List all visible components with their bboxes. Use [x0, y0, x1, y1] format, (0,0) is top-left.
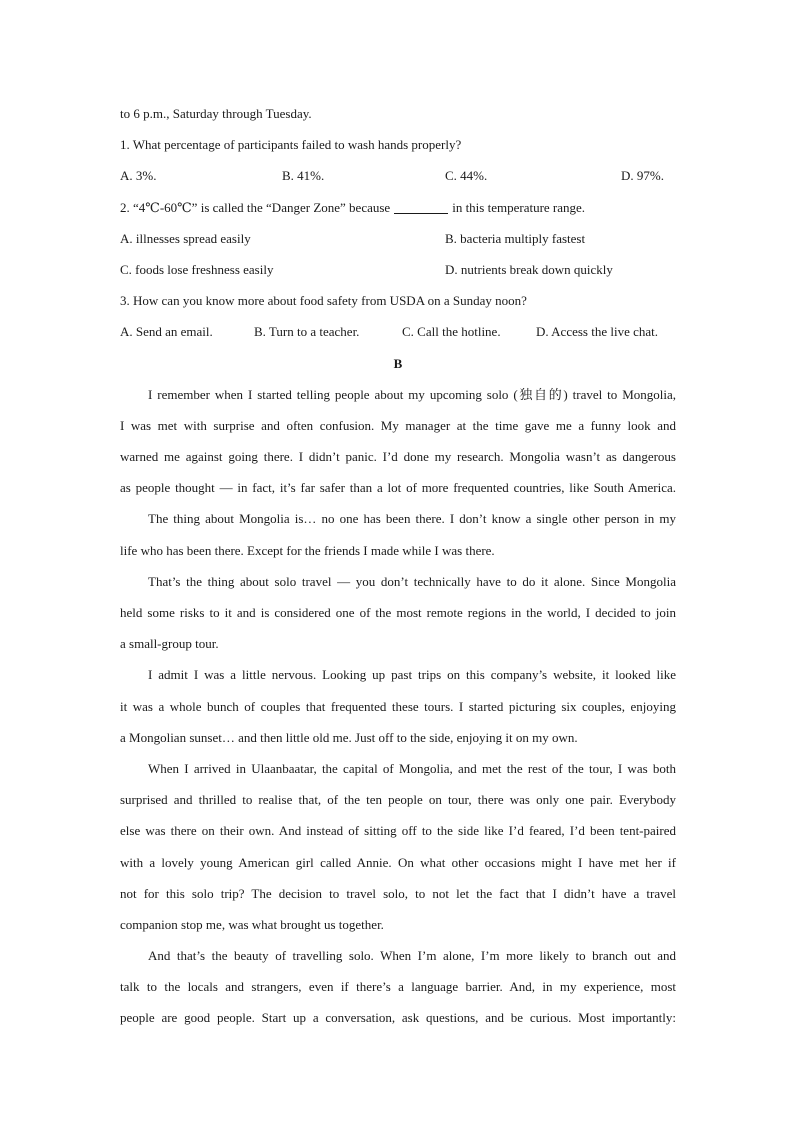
- question-2-stem: [120, 192, 676, 223]
- paragraph-line: When I arrived in Ulaanbaatar, the capital of Mongolia, and met the rest of the tour, I was both: [148, 760, 676, 776]
- paragraph-5: [120, 753, 676, 940]
- question-1-option-a: A. 3%.: [120, 168, 157, 184]
- question-3-option-c: C. Call the hotline.: [402, 324, 501, 340]
- paragraph-line: warned me against going there. I didn’t panic. I’d done my research. Mongolia wasn’t as dangerous: [120, 449, 676, 465]
- question-2-option-d: D. nutrients break down quickly: [445, 261, 613, 277]
- paragraph-line: a small-group tour.: [120, 636, 219, 652]
- section-heading: B: [393, 355, 403, 371]
- question-1-option-b: B. 41%.: [282, 168, 325, 184]
- question-2-option-a: A. illnesses spread easily: [120, 230, 251, 246]
- question-2-options-row-2: [120, 254, 676, 285]
- paragraph-line: I was met with surprise and often confusion. My manager at the time gave me a funny look and: [120, 417, 676, 433]
- paragraph-line: That’s the thing about solo travel — you don’t technically have to do it alone. Since Mongolia: [148, 573, 676, 589]
- paragraph-line: I admit I was a little nervous. Looking up past trips on this company’s website, it looked like: [148, 667, 676, 683]
- paragraph-line: And that’s the beauty of travelling solo. When I’m alone, I’m more likely to branch out and: [148, 948, 676, 964]
- question-1-stem: 1. What percentage of participants failed to wash hands properly?: [120, 137, 462, 153]
- paragraph-line: companion stop me, was what brought us together.: [120, 916, 384, 932]
- paragraph-2: [120, 503, 676, 565]
- paragraph-line: people are good people. Start up a conversation, ask questions, and be curious. Most importantly:: [120, 1010, 676, 1026]
- paragraph-6: [120, 940, 676, 1034]
- paragraph-line: with a lovely young American girl called Annie. On what other occasions might I have met her if: [120, 854, 676, 870]
- paragraph-line: held some risks to it and is considered one of the most remote regions in the world, I decided to join: [120, 605, 676, 620]
- paragraph-1: [120, 379, 676, 504]
- answer-blank: [394, 199, 448, 214]
- paragraph-line: life who has been there. Except for the friends I made while I was there.: [120, 542, 495, 558]
- question-3-option-b: B. Turn to a teacher.: [254, 324, 360, 340]
- paragraph-line: talk to the locals and strangers, even if there’s a language barrier. And, in my experience, most: [120, 979, 676, 995]
- paragraph-line: not for this solo trip? The decision to travel solo, to not let the fact that I didn’t have a travel: [120, 885, 676, 901]
- paragraph-line: a Mongolian sunset… and then little old me. Just off to the side, enjoying it on my own.: [120, 729, 578, 745]
- document-page: [120, 98, 676, 1034]
- paragraph-line: The thing about Mongolia is… no one has been there. I don’t know a single other person in my: [148, 511, 676, 527]
- question-3-option-d: D. Access the live chat.: [536, 324, 659, 340]
- intro-tail-text: to 6 p.m., Saturday through Tuesday.: [120, 106, 312, 121]
- question-2-stem-before: 2. “4℃-60℃” is called the “Danger Zone” because: [120, 199, 391, 215]
- paragraph-line: I remember when I started telling people about my upcoming solo (独自的) travel to Mongolia,: [148, 386, 676, 402]
- paragraph-line: it was a whole bunch of couples that frequented these tours. I started picturing six couples, enjoying: [120, 698, 676, 714]
- question-3-stem: 3. How can you know more about food safety from USDA on a Sunday noon?: [120, 293, 527, 309]
- question-3-option-a: A. Send an email.: [120, 324, 213, 340]
- question-2-options-row-1: [120, 223, 676, 254]
- question-1-option-d: D. 97%.: [621, 168, 664, 184]
- paragraph-line: surprised and thrilled to realise that, of the ten people on tour, there was only one pair. Everybody: [120, 792, 676, 808]
- question-3-options: [120, 316, 676, 347]
- question-2-option-b: B. bacteria multiply fastest: [445, 230, 586, 246]
- paragraph-3: [120, 566, 676, 660]
- question-1-option-c: C. 44%.: [445, 168, 488, 184]
- question-2-option-c: C. foods lose freshness easily: [120, 261, 274, 277]
- paragraph-line: else was there on their own. And instead of sitting off to the side like I’d feared, I’d been tent-paired: [120, 823, 676, 839]
- paragraph-4: [120, 659, 676, 753]
- question-1-options: [120, 160, 676, 191]
- question-2-stem-after: in this temperature range.: [452, 199, 586, 215]
- paragraph-line: as people thought — in fact, it’s far safer than a lot of more frequented countries, like South America.: [120, 480, 676, 496]
